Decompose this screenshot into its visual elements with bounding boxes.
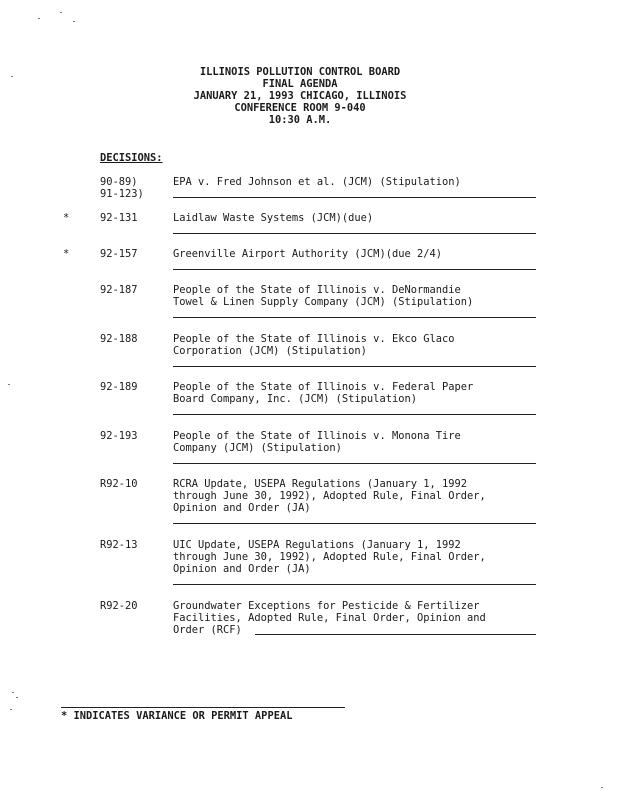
underline-rule [173,197,536,198]
docket-number: 90-89) 91-123) [100,176,144,200]
footnote-legend: * INDICATES VARIANCE OR PERMIT APPEAL [61,710,293,722]
docket-number: R92-10 [100,478,138,490]
case-description: EPA v. Fred Johnson et al. (JCM) (Stipulation) [173,176,461,188]
case-description: RCRA Update, USEPA Regulations (January 1, 1992 through June 30, 1992), Adopted Rule, Final Order, Opinion and Order (JA) [173,478,486,514]
case-description: People of the State of Illinois v. DeNormandie Towel & Linen Supply Company (JCM) (Stipulation) [173,284,474,308]
underline-rule [173,366,536,367]
agenda-header [0,66,600,126]
underline-rule [173,233,536,234]
case-description: Greenville Airport Authority (JCM)(due 2/4) [173,248,442,260]
meeting-date-location: JANUARY 21, 1993 CHICAGO, ILLINOIS [193,90,407,102]
variance-marker: * [63,212,70,224]
docket-number: 92-187 [100,284,138,296]
board-name: ILLINOIS POLLUTION CONTROL BOARD [199,66,401,78]
meeting-room: CONFERENCE ROOM 9-040 [234,102,366,114]
underline-rule [173,317,536,318]
case-description: People of the State of Illinois v. Ekco Glaco Corporation (JCM) (Stipulation) [173,333,455,357]
scan-speck [60,12,62,13]
scan-speck [12,692,14,693]
underline-rule [255,634,536,635]
scan-speck [601,787,603,788]
case-description: People of the State of Illinois v. Monona Tire Company (JCM) (Stipulation) [173,430,461,454]
scan-speck [73,21,75,22]
docket-number: 92-188 [100,333,138,345]
variance-marker: * [63,248,70,260]
underline-rule [173,523,536,524]
docket-number: 92-193 [100,430,138,442]
meeting-time: 10:30 A.M. [268,114,332,126]
agenda-title: FINAL AGENDA [262,78,338,90]
case-description: Groundwater Exceptions for Pesticide & Fertilizer Facilities, Adopted Rule, Final Order, Opinion and Order (RCF) [173,600,486,636]
scan-speck [10,709,12,710]
section-title-decisions: DECISIONS: [100,152,163,164]
docket-number: 92-131 [100,212,138,224]
docket-number: R92-13 [100,539,138,551]
case-description: Laidlaw Waste Systems (JCM)(due) [173,212,374,224]
scan-speck [16,697,18,698]
docket-number: 92-157 [100,248,138,260]
scan-speck [8,384,10,385]
underline-rule [173,269,536,270]
underline-rule [173,463,536,464]
docket-number: R92-20 [100,600,138,612]
underline-rule [173,414,536,415]
underline-rule [173,584,536,585]
case-description: UIC Update, USEPA Regulations (January 1, 1992 through June 30, 1992), Adopted Rule, Final Order, Opinion and Order (JA) [173,539,486,575]
footnote-rule [61,707,345,708]
scan-speck [38,18,40,19]
scan-speck [11,76,13,77]
case-description: People of the State of Illinois v. Federal Paper Board Company, Inc. (JCM) (Stipulation) [173,381,474,405]
docket-number: 92-189 [100,381,138,393]
